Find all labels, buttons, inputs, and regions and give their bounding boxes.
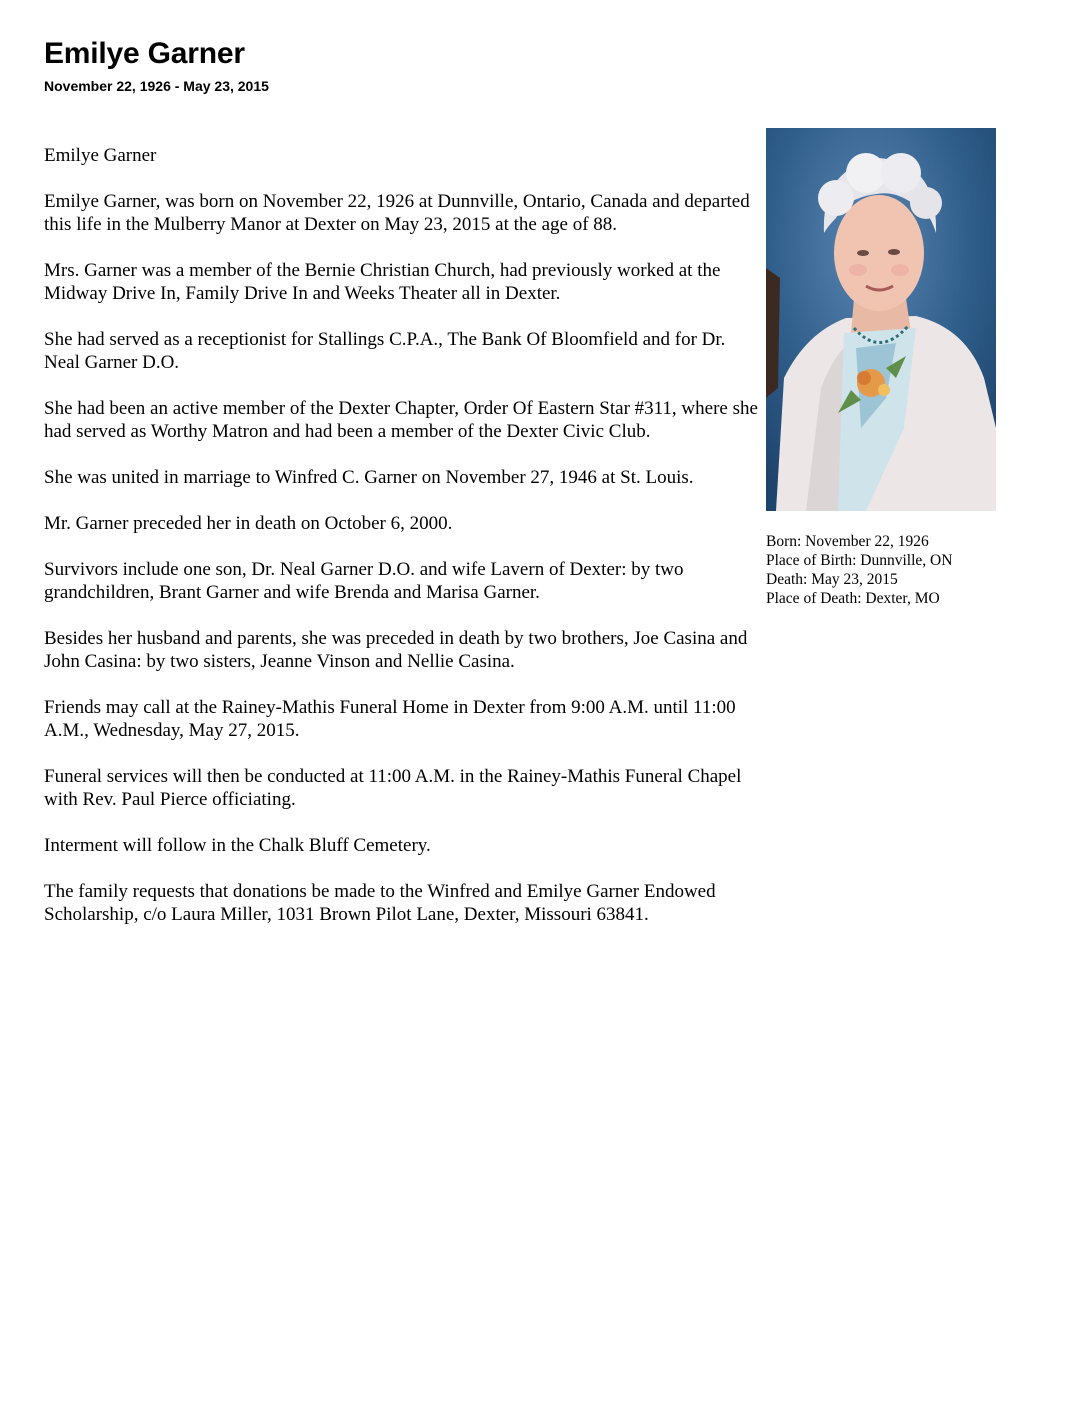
obituary-paragraph: Friends may call at the Rainey-Mathis Funeral Home in Dexter from 9:00 A.M. until 11:00 A.M., Wednesday, May 27, 2015. <box>44 697 736 741</box>
obituary-paragraph: She was united in marriage to Winfred C. Garner on November 27, 1946 at St. Louis. <box>44 467 694 488</box>
obituary-paragraph: Mrs. Garner was a member of the Bernie Christian Church, had previously worked at the Midway Drive In, Family Drive In and Weeks Theater all in Dexter. <box>44 260 721 304</box>
obituary-paragraph: Survivors include one son, Dr. Neal Garner D.O. and wife Lavern of Dexter: by two grandchildren, Brant Garner and wife Brenda and Marisa Garner. <box>44 559 684 603</box>
page-title: Emilye Garner <box>44 37 245 70</box>
vital-facts <box>766 532 1066 608</box>
obituary-paragraph: Funeral services will then be conducted at 11:00 A.M. in the Rainey-Mathis Funeral Chapel with Rev. Paul Pierce officiating. <box>44 766 742 810</box>
obituary-paragraph: She had served as a receptionist for Stallings C.P.A., The Bank Of Bloomfield and for Dr. Neal Garner D.O. <box>44 329 726 373</box>
obituary-paragraph: Emilye Garner, was born on November 22, 1926 at Dunnville, Ontario, Canada and departed this life in the Mulberry Manor at Dexter on May 23, 2015 at the age of 88. <box>44 191 750 235</box>
death-fact: Death: May 23, 2015 <box>766 571 898 588</box>
life-dates: November 22, 1926 - May 23, 2015 <box>44 78 269 94</box>
born-fact: Born: November 22, 1926 <box>766 533 929 550</box>
obituary-paragraph: Emilye Garner <box>44 145 157 166</box>
obituary-body <box>44 144 759 949</box>
obituary-paragraph: Besides her husband and parents, she was preceded in death by two brothers, Joe Casina and John Casina: by two sisters, Jeanne Vinson and Nellie Casina. <box>44 628 748 672</box>
portrait-illustration <box>766 128 996 511</box>
obituary-paragraph: She had been an active member of the Dexter Chapter, Order Of Eastern Star #311, where she had served as Worthy Matron and had been a member of the Dexter Civic Club. <box>44 398 758 442</box>
place-of-birth-fact: Place of Birth: Dunnville, ON <box>766 552 953 569</box>
obituary-header <box>44 36 744 95</box>
obituary-paragraph: The family requests that donations be made to the Winfred and Emilye Garner Endowed Scholarship, c/o Laura Miller, 1031 Brown Pilot Lane, Dexter, Missouri 63841. <box>44 881 716 925</box>
obituary-paragraph: Interment will follow in the Chalk Bluff Cemetery. <box>44 835 431 856</box>
place-of-death-fact: Place of Death: Dexter, MO <box>766 590 940 607</box>
obituary-paragraph: Mr. Garner preceded her in death on October 6, 2000. <box>44 513 453 534</box>
portrait-photo <box>766 128 996 511</box>
